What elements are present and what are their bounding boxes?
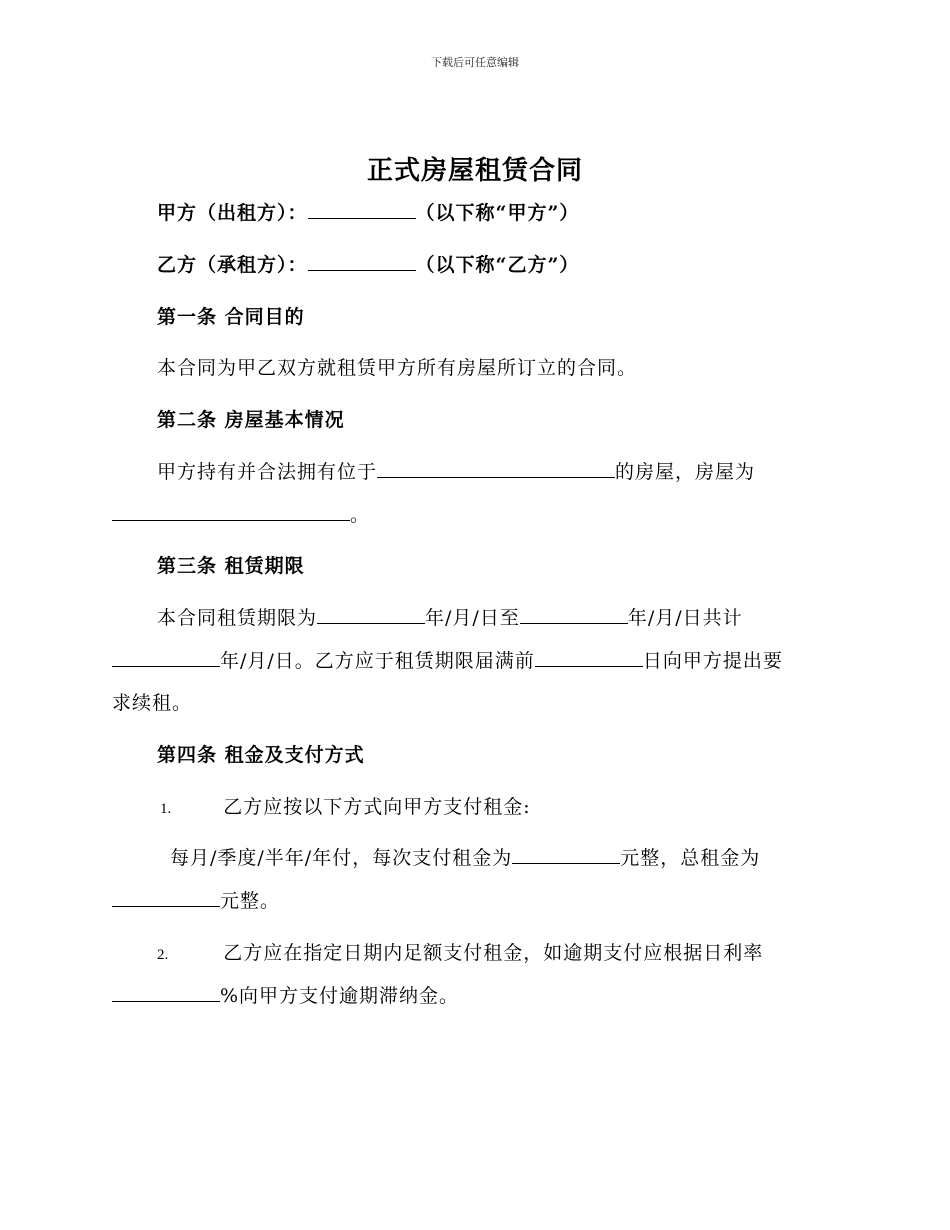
item-1-text-b: 每月/季度/半年/年付，每次支付租金为 [170,847,513,869]
item-2-number: 2. [157,947,169,963]
article-4-item-2-line-2 [112,981,459,1008]
party-a-blank[interactable] [308,200,416,219]
article-3-text-c: 年/月/日共计 [627,607,743,629]
article-4-item-1-line-2 [170,843,760,870]
article-2-line-2 [112,500,370,527]
daily-rate-blank[interactable] [112,983,220,1002]
item-1-number: 1. [160,801,172,817]
article-2-text-c: 。 [350,504,371,526]
item-1-text-d: 元整。 [220,890,281,912]
item-1-text-c: 元整，总租金为 [620,847,761,869]
article-3-text-a: 本合同租赁期限为 [157,607,318,629]
article-1-heading: 第一条 合同目的 [157,306,305,328]
address-blank[interactable] [377,459,615,478]
article-2-text-b: 的房屋，房屋为 [615,461,756,483]
party-b-label: 乙方（承租方）： [157,254,308,276]
renewal-days-blank[interactable] [535,648,643,667]
item-2-text: 乙方应在指定日期内足额支付租金，如逾期支付应根据日利率 [223,942,764,964]
rent-per-payment-blank[interactable] [512,845,620,864]
article-4-item-1 [160,792,531,819]
article-2-text-a: 甲方持有并合法拥有位于 [157,461,378,483]
article-3-heading: 第三条 租赁期限 [157,555,305,577]
article-4-item-1-line-3 [112,886,280,913]
start-date-blank[interactable] [317,605,425,624]
article-1-text: 本合同为甲乙双方就租赁甲方所有房屋所订立的合同。 [157,357,638,379]
party-a-line [157,198,579,225]
total-rent-blank[interactable] [112,888,220,907]
document-title: 正式房屋租赁合同 [366,156,583,186]
item-1-text: 乙方应按以下方式向甲方支付租金: [223,796,531,818]
page-header: 下载后可任意编辑 [431,56,519,69]
article-3-line-1 [157,603,743,630]
article-4-heading: 第四条 租金及支付方式 [157,744,365,766]
house-type-blank[interactable] [112,502,350,521]
party-b-blank[interactable] [308,252,416,271]
duration-blank[interactable] [112,648,220,667]
party-a-suffix: （以下称“甲方”） [415,202,580,224]
article-2-heading: 第二条 房屋基本情况 [157,409,345,431]
article-3-text-d: 年/月/日。乙方应于租赁期限届满前 [220,650,535,672]
party-b-suffix: （以下称“乙方”） [415,254,580,276]
article-3-text-e: 日向甲方提出要 [642,650,783,672]
end-date-blank[interactable] [520,605,628,624]
article-2-line-1 [157,457,755,484]
article-3-line-2 [112,646,783,673]
party-a-label: 甲方（出租方）： [157,202,308,224]
article-3-text-b: 年/月/日至 [425,607,520,629]
party-b-line [157,250,579,277]
article-4-item-2 [157,938,763,965]
article-3-line-3: 求续租。 [112,692,193,714]
item-2-text-b: %向甲方支付逾期滞纳金。 [220,985,460,1007]
